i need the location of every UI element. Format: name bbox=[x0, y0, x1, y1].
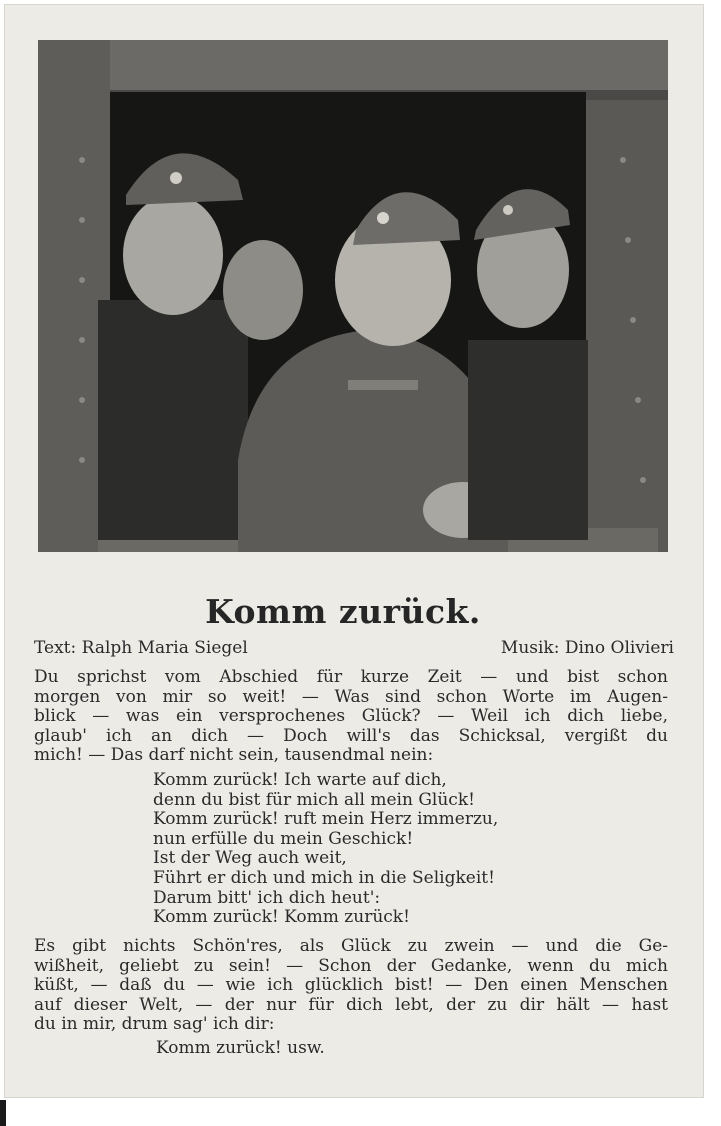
chorus-line: Komm zurück! Ich warte auf dich, bbox=[153, 770, 447, 790]
verse-line: du in mir, drum sag' ich dir: bbox=[34, 1014, 275, 1035]
verse-line: blick — was ein versprochenes Glück? — Weil ich dich liebe, bbox=[34, 706, 668, 727]
credits-line bbox=[34, 638, 674, 662]
verse-line: küßt, — daß du — wie ich glücklich bist! — Den einen Menschen bbox=[34, 975, 668, 996]
chorus-line: Führt er dich und mich in die Seligkeit! bbox=[153, 867, 495, 888]
chorus-line: Darum bitt' ich dich heut': bbox=[153, 887, 381, 908]
verse-line: morgen von mir so weit! — Was sind schon Worte im Augen- bbox=[34, 686, 668, 707]
chorus-line: denn du bist für mich all mein Glück! bbox=[153, 789, 475, 810]
song-title: Komm zurück. bbox=[205, 592, 481, 631]
text-credit: Text: Ralph Maria Siegel bbox=[34, 638, 248, 658]
verse-line: Du sprichst vom Abschied für kurze Zeit — und bist schon bbox=[34, 667, 668, 687]
verse-line: glaub' ich an dich — Doch will's das Schicksal, vergißt du bbox=[34, 725, 668, 746]
chorus-line: Komm zurück! ruft mein Herz immerzu, bbox=[153, 809, 499, 830]
chorus bbox=[153, 771, 498, 928]
photo-soldiers-in-train-window bbox=[38, 40, 668, 552]
music-credit: Musik: Dino Olivieri bbox=[500, 638, 674, 658]
chorus-line: Komm zurück! Komm zurück! bbox=[153, 907, 410, 928]
verse-line: auf dieser Welt, — der nur für dich lebt, der zu dir hält — hast bbox=[34, 994, 668, 1015]
verse-line: wißheit, geliebt zu sein! — Schon der Gedanke, wenn du mich bbox=[34, 955, 668, 976]
chorus-line: Ist der Weg auch weit, bbox=[153, 848, 347, 869]
verse-line: Es gibt nichts Schön'res, als Glück zu zwein — und die Ge- bbox=[34, 936, 668, 956]
verse-1 bbox=[34, 668, 668, 766]
ending-line: Komm zurück! usw. bbox=[156, 1038, 325, 1058]
verse-line: mich! — Das darf nicht sein, tausendmal nein: bbox=[34, 745, 434, 766]
scan-edge-mark bbox=[0, 1100, 6, 1126]
chorus-line: nun erfülle du mein Geschick! bbox=[153, 828, 414, 849]
photo-illustration bbox=[38, 40, 668, 552]
verse-2 bbox=[34, 937, 668, 1035]
